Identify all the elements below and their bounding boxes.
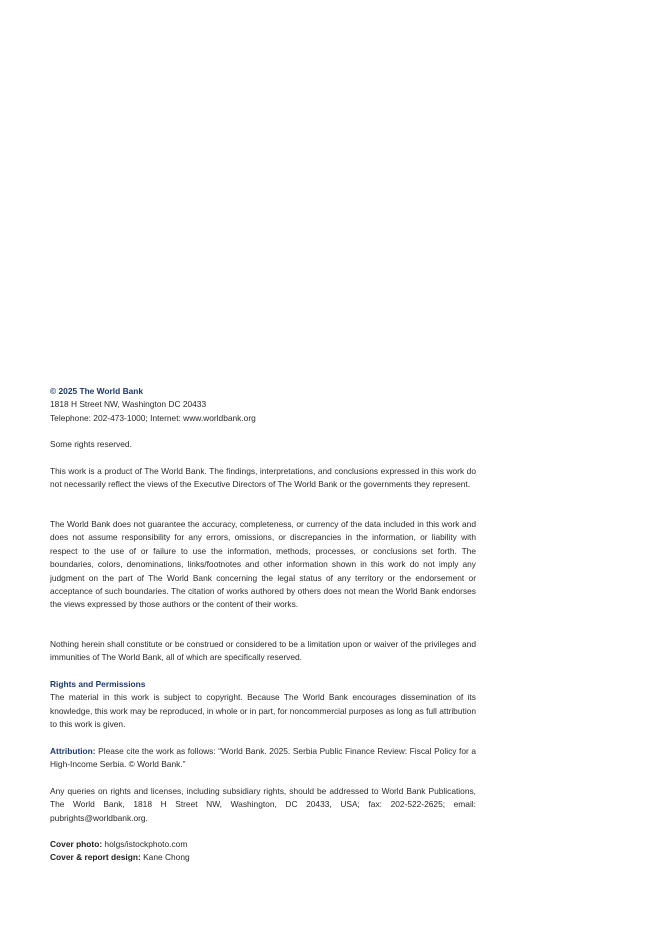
rights-reserved [50, 438, 476, 451]
disclaimer-text: The World Bank does not guarantee the accuracy, completeness, or currency of the data included in this work and does not assume responsibility for any errors, omissions, or discrepancies in the information, or liability with respect to the use of or failure to use the information, methods, processes, or conclusions set forth. The boundaries, colors, denominations, links/footnotes and other information shown in this work do not imply any judgment on the part of The World Bank concerning the legal status of any territory or the endorsement or acceptance of such boundaries. The citation of works authored by others does not mean the World Bank endorses the views expressed by those authors or the content of their works. [50, 519, 476, 610]
contact-line: Telephone: 202-473-1000; Internet: www.worldbank.org [50, 412, 256, 423]
attribution-paragraph [50, 745, 476, 772]
cover-photo-value: holgs/istockphoto.com [102, 839, 188, 849]
rights-permissions-heading: Rights and Permissions [50, 679, 146, 689]
rights-permissions-section [50, 678, 476, 732]
privileges-paragraph [50, 638, 476, 665]
queries-text: Any queries on rights and licenses, including subsidiary rights, should be addressed to World Bank Publications, The World Bank, 1818 H Street NW, Washington, DC 20433, USA; fax: 202-522-2625; email: pubrights@worldbank.org. [50, 786, 476, 823]
product-paragraph [50, 465, 476, 492]
product-text: This work is a product of The World Bank. The findings, interpretations, and conclusions expressed in this work do not necessarily reflect the views of the Executive Directors of The World Bank or the governments they represent. [50, 466, 476, 490]
address-line: 1818 H Street NW, Washington DC 20433 [50, 399, 207, 410]
rights-permissions-text: The material in this work is subject to copyright. Because The World Bank encourages dissemination of its knowledge, this work may be reproduced, in whole or in part, for noncommercial purposes as long as full attribution to this work is given. [50, 692, 476, 730]
design-credit [50, 851, 476, 864]
credits-block [50, 838, 476, 865]
cover-photo-label: Cover photo: [50, 839, 103, 849]
attribution-text: Please cite the work as follows: “World Bank. 2025. Serbia Public Finance Review: Fiscal Policy for a High-Income Serbia. © World Bank.” [50, 746, 476, 770]
design-label: Cover & report design: [50, 852, 141, 863]
copyright-heading: © 2025 The World Bank [50, 386, 144, 396]
copyright-block [50, 385, 476, 425]
queries-paragraph [50, 785, 476, 825]
privileges-text: Nothing herein shall constitute or be construed or considered to be a limitation upon or waiver of the privileges and immunities of The World Bank, all of which are specifically reserved. [50, 639, 476, 663]
cover-photo-credit [50, 838, 476, 851]
rights-reserved-text: Some rights reserved. [50, 439, 132, 449]
disclaimer-paragraph [50, 518, 476, 612]
attribution-label: Attribution: [50, 746, 96, 756]
design-value: Kane Chong [140, 852, 190, 863]
